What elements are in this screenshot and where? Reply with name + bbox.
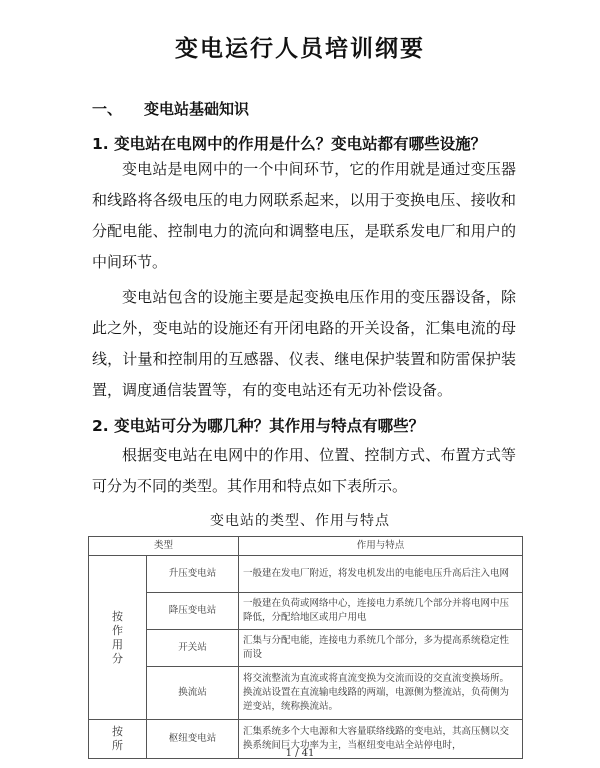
type-cell: 枢纽变电站 xyxy=(147,720,239,759)
type-cell: 换流站 xyxy=(147,667,239,720)
section-label: 变电站基础知识 xyxy=(144,100,250,118)
paragraph-2: 变电站包含的设施主要是起变换电压作用的变压器设备，除此之外，变电站的设施还有开闭电路的开关设备，汇集电流的母线，计量和控制用的互感器、仪表、继电保护装置和防雷保护装置，调度通信装置等，有的变电站还有无功补偿设备。 xyxy=(92,288,516,399)
header-type: 类型 xyxy=(89,537,239,556)
type-cell: 升压变电站 xyxy=(147,556,239,593)
desc-cell: 汇集系统多个大电源和大容量联络线路的变电站，其高压侧以交换系统间巨大功率为主，当枢纽变电站全站停电时， xyxy=(239,720,523,759)
header-desc: 作用与特点 xyxy=(239,537,523,556)
table-row xyxy=(89,630,523,667)
question-2: 2. 变电站可分为哪几种？其作用与特点有哪些？ xyxy=(92,417,425,435)
section-number: 一、 xyxy=(92,100,123,118)
section-heading xyxy=(92,98,249,119)
category-by-location: 按 所 xyxy=(89,720,147,759)
type-cell: 开关站 xyxy=(147,630,239,667)
page-title: 变电运行人员培训纲要 xyxy=(175,35,425,62)
desc-cell: 将交流整流为直流或将直流变换为交流而设的交直流变换场所。换流站设置在直流输电线路的两端，电源侧为整流站，负荷侧为逆变站，统称换流站。 xyxy=(239,667,523,720)
station-types-table xyxy=(88,536,523,759)
table-row xyxy=(89,667,523,720)
page-number: 1 / 41 xyxy=(285,748,315,759)
type-cell: 降压变电站 xyxy=(147,593,239,630)
paragraph-1: 变电站是电网中的一个中间环节，它的作用就是通过变压器和线路将各级电压的电力网联系起来，以用于变换电压、接收和分配电能、控制电力的流向和调整电压，是联系发电厂和用户的中间环节。 xyxy=(92,160,516,271)
table-row xyxy=(89,593,523,630)
question-1: 1. 变电站在电网中的作用是什么？变电站都有哪些设施？ xyxy=(92,135,487,153)
table-header-row xyxy=(89,537,523,556)
table-caption: 变电站的类型、作用与特点 xyxy=(210,513,390,529)
desc-cell: 一般建在负荷或网络中心，连接电力系统几个部分并将电网中压降低，分配给地区或用户用电 xyxy=(239,593,523,630)
category-by-function: 按 作 用 分 xyxy=(89,556,147,720)
table-row xyxy=(89,556,523,593)
paragraph-3: 根据变电站在电网中的作用、位置、控制方式、布置方式等可分为不同的类型。其作用和特点如下表所示。 xyxy=(92,446,516,495)
desc-cell: 一般建在发电厂附近，将发电机发出的电能电压升高后注入电网 xyxy=(239,556,523,593)
desc-cell: 汇集与分配电能，连接电力系统几个部分，多为提高系统稳定性而设 xyxy=(239,630,523,667)
